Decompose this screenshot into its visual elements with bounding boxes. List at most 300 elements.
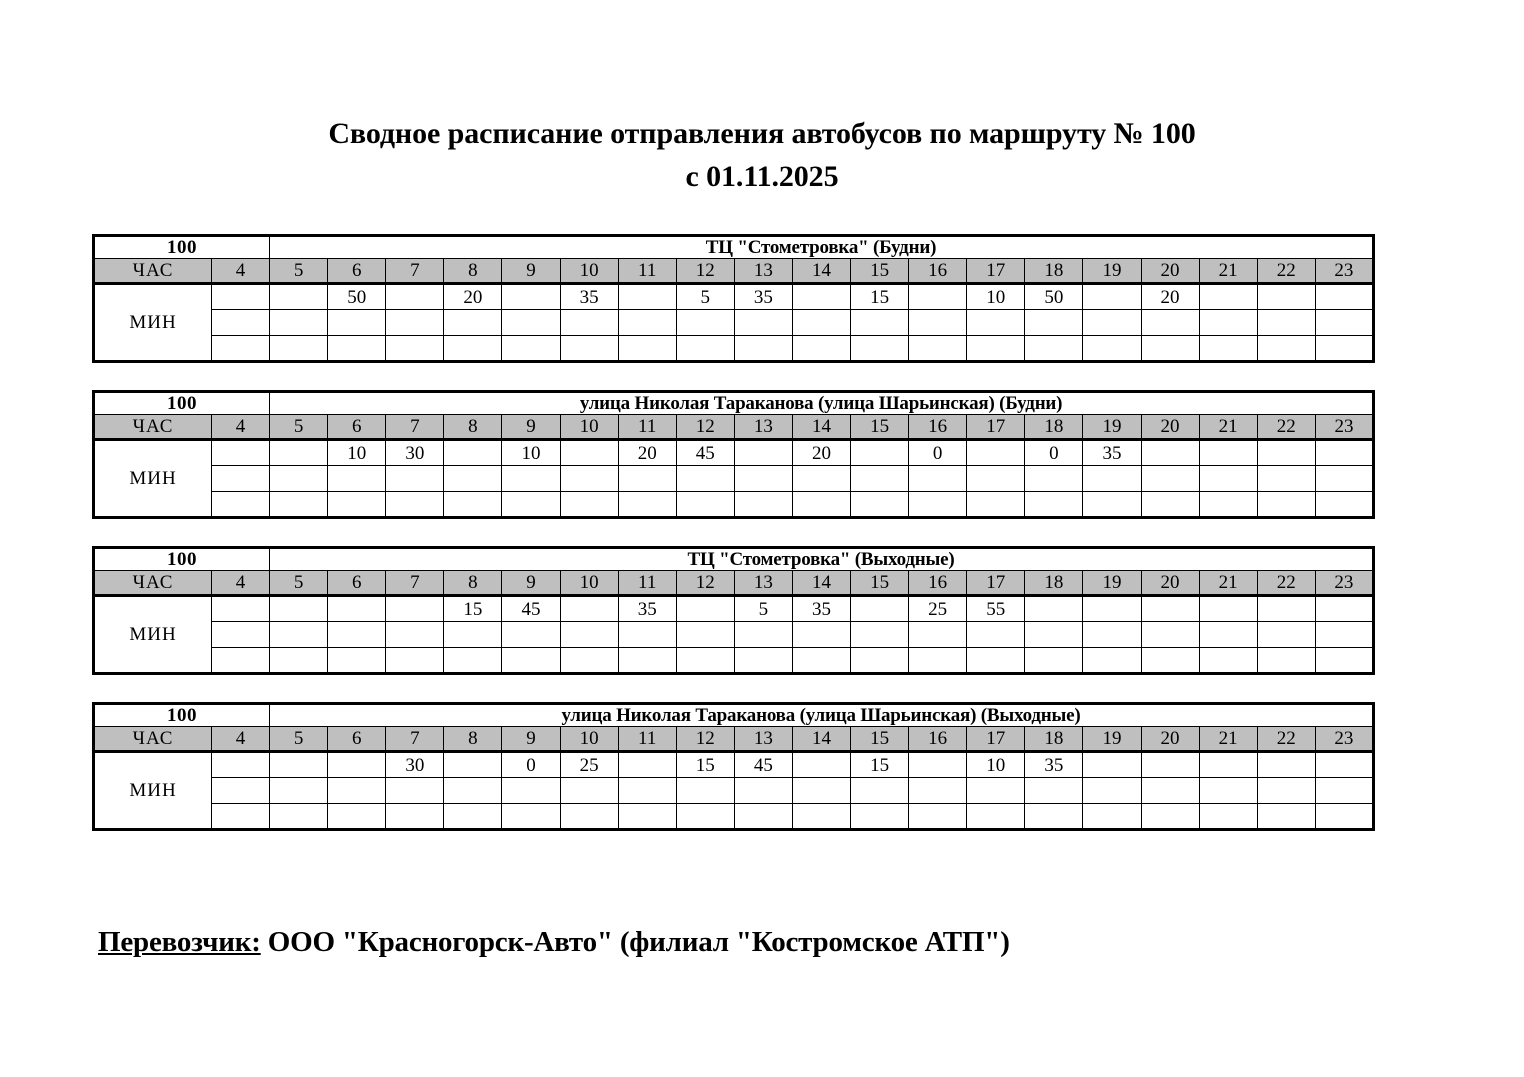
minute-cell	[212, 310, 270, 336]
hour-cell: 8	[444, 727, 502, 752]
minute-cell	[328, 336, 386, 362]
hour-header-row	[94, 727, 1374, 752]
minute-cell	[444, 752, 502, 778]
minute-cell: 15	[676, 752, 734, 778]
schedule-table	[92, 702, 1375, 831]
hour-cell: 14	[792, 259, 850, 284]
minute-header-label: МИН	[94, 440, 212, 518]
minute-cell	[560, 804, 618, 830]
hour-cell: 16	[909, 571, 967, 596]
hour-cell: 18	[1025, 259, 1083, 284]
hour-cell: 22	[1257, 415, 1315, 440]
minute-cell: 45	[734, 752, 792, 778]
minute-cell	[676, 310, 734, 336]
minute-row	[94, 466, 1374, 492]
minute-cell	[792, 752, 850, 778]
minute-cell	[1257, 778, 1315, 804]
minute-cell	[1257, 648, 1315, 674]
minute-cell	[676, 622, 734, 648]
minute-cell	[1257, 596, 1315, 622]
minute-cell	[1083, 752, 1141, 778]
minute-cell: 10	[328, 440, 386, 466]
minute-cell	[734, 466, 792, 492]
minute-cell	[1141, 440, 1199, 466]
minute-cell: 55	[967, 596, 1025, 622]
minute-cell	[618, 622, 676, 648]
minute-cell	[1199, 284, 1257, 310]
minute-cell	[502, 310, 560, 336]
minute-cell	[618, 284, 676, 310]
hour-cell: 10	[560, 571, 618, 596]
hour-cell: 14	[792, 727, 850, 752]
minute-cell	[792, 622, 850, 648]
minute-cell	[328, 648, 386, 674]
minute-cell	[444, 804, 502, 830]
minute-cell	[734, 804, 792, 830]
minute-cell	[560, 648, 618, 674]
hour-cell: 15	[851, 415, 909, 440]
minute-cell	[328, 492, 386, 518]
minute-cell	[1083, 804, 1141, 830]
minute-cell	[502, 336, 560, 362]
minute-cell	[270, 492, 328, 518]
minute-row	[94, 648, 1374, 674]
route-header-row	[94, 236, 1374, 259]
minute-cell	[444, 778, 502, 804]
minute-cell	[851, 648, 909, 674]
minute-cell	[386, 622, 444, 648]
minute-cell	[1141, 492, 1199, 518]
minute-cell	[909, 648, 967, 674]
route-header-row	[94, 548, 1374, 571]
minute-cell	[560, 310, 618, 336]
schedule-blocks-container	[92, 234, 1372, 858]
minute-cell	[1257, 492, 1315, 518]
minute-cell	[1257, 466, 1315, 492]
minute-cell	[792, 284, 850, 310]
minute-cell	[1083, 284, 1141, 310]
hour-cell: 12	[676, 415, 734, 440]
document-title	[0, 112, 1524, 198]
minute-cell	[270, 336, 328, 362]
minute-cell	[1199, 440, 1257, 466]
minute-cell	[676, 804, 734, 830]
minute-cell	[444, 440, 502, 466]
schedule-table	[92, 390, 1375, 519]
hour-cell: 6	[328, 727, 386, 752]
minute-cell	[212, 648, 270, 674]
minute-cell	[909, 310, 967, 336]
minute-cell	[1141, 752, 1199, 778]
minute-cell: 35	[618, 596, 676, 622]
route-name: ТЦ "Стометровка" (Будни)	[270, 236, 1374, 259]
minute-cell	[1025, 804, 1083, 830]
hour-cell: 19	[1083, 415, 1141, 440]
hour-cell: 17	[967, 259, 1025, 284]
hour-cell: 20	[1141, 259, 1199, 284]
minute-cell: 30	[386, 440, 444, 466]
minute-cell	[1199, 310, 1257, 336]
minute-cell: 10	[502, 440, 560, 466]
hour-cell: 21	[1199, 727, 1257, 752]
minute-cell	[676, 778, 734, 804]
route-name: улица Николая Тараканова (улица Шарьинская) (Выходные)	[270, 704, 1374, 727]
hour-cell: 8	[444, 415, 502, 440]
minute-cell	[502, 648, 560, 674]
minute-cell: 5	[676, 284, 734, 310]
minute-cell	[1083, 622, 1141, 648]
title-line-2: с 01.11.2025	[685, 160, 839, 193]
minute-cell	[618, 466, 676, 492]
minute-cell	[1141, 336, 1199, 362]
minute-cell	[734, 622, 792, 648]
minute-cell: 15	[851, 752, 909, 778]
hour-cell: 13	[734, 259, 792, 284]
minute-cell	[1083, 648, 1141, 674]
minute-cell: 0	[909, 440, 967, 466]
hour-cell: 22	[1257, 259, 1315, 284]
hour-cell: 17	[967, 415, 1025, 440]
minute-cell	[1257, 336, 1315, 362]
hour-cell: 13	[734, 415, 792, 440]
minute-cell: 5	[734, 596, 792, 622]
minute-cell	[386, 336, 444, 362]
minute-cell	[502, 804, 560, 830]
hour-cell: 8	[444, 259, 502, 284]
minute-cell: 35	[734, 284, 792, 310]
schedule-block	[92, 546, 1372, 675]
minute-cell	[444, 310, 502, 336]
carrier-value: ООО "Красногорск-Авто" (филиал "Костромское АТП")	[260, 926, 1010, 958]
hour-header-row	[94, 415, 1374, 440]
minute-cell	[444, 648, 502, 674]
minute-cell: 20	[792, 440, 850, 466]
carrier-label: Перевозчик:	[98, 926, 261, 958]
minute-cell	[444, 492, 502, 518]
minute-cell: 35	[560, 284, 618, 310]
minute-cell	[1083, 336, 1141, 362]
minute-cell	[1199, 648, 1257, 674]
minute-cell	[792, 492, 850, 518]
minute-cell	[1025, 622, 1083, 648]
hour-cell: 11	[618, 727, 676, 752]
minute-cell	[386, 492, 444, 518]
hour-cell: 20	[1141, 727, 1199, 752]
hour-cell: 21	[1199, 259, 1257, 284]
minute-cell	[1141, 466, 1199, 492]
hour-header-row	[94, 259, 1374, 284]
minute-row	[94, 622, 1374, 648]
minute-cell: 15	[444, 596, 502, 622]
minute-cell: 0	[1025, 440, 1083, 466]
minute-cell	[676, 648, 734, 674]
minute-cell	[560, 440, 618, 466]
minute-cell	[851, 492, 909, 518]
minute-cell	[1257, 622, 1315, 648]
minute-cell	[792, 310, 850, 336]
hour-cell: 15	[851, 727, 909, 752]
hour-cell: 6	[328, 415, 386, 440]
minute-cell: 35	[1083, 440, 1141, 466]
hour-cell: 4	[212, 415, 270, 440]
minute-cell	[1083, 466, 1141, 492]
hour-cell: 16	[909, 727, 967, 752]
minute-cell	[734, 336, 792, 362]
minute-cell	[851, 778, 909, 804]
minute-cell	[212, 440, 270, 466]
carrier-footer	[98, 926, 1010, 959]
hour-cell: 22	[1257, 571, 1315, 596]
minute-cell	[967, 492, 1025, 518]
minute-cell	[386, 648, 444, 674]
minute-cell	[792, 336, 850, 362]
hour-cell: 22	[1257, 727, 1315, 752]
minute-cell	[1257, 440, 1315, 466]
minute-cell	[851, 466, 909, 492]
hour-cell: 9	[502, 571, 560, 596]
minute-cell	[1315, 310, 1373, 336]
minute-cell	[1315, 492, 1373, 518]
hour-cell: 6	[328, 571, 386, 596]
hour-cell: 18	[1025, 415, 1083, 440]
minute-header-label: МИН	[94, 284, 212, 362]
minute-cell: 10	[967, 752, 1025, 778]
minute-cell	[1257, 284, 1315, 310]
minute-cell	[328, 596, 386, 622]
minute-cell	[967, 440, 1025, 466]
minute-cell	[909, 284, 967, 310]
minute-header-label: МИН	[94, 752, 212, 830]
minute-cell	[1025, 596, 1083, 622]
minute-cell	[560, 596, 618, 622]
minute-cell: 25	[560, 752, 618, 778]
minute-cell: 45	[502, 596, 560, 622]
minute-cell	[212, 596, 270, 622]
hour-cell: 20	[1141, 571, 1199, 596]
minute-row	[94, 778, 1374, 804]
hour-cell: 18	[1025, 727, 1083, 752]
minute-cell	[1315, 752, 1373, 778]
minute-cell	[909, 804, 967, 830]
minute-cell	[1315, 804, 1373, 830]
minute-cell	[851, 622, 909, 648]
hour-cell: 7	[386, 259, 444, 284]
hour-cell: 19	[1083, 727, 1141, 752]
hour-cell: 9	[502, 415, 560, 440]
hour-cell: 16	[909, 415, 967, 440]
minute-cell: 15	[851, 284, 909, 310]
minute-cell	[1199, 752, 1257, 778]
minute-cell	[560, 466, 618, 492]
minute-cell	[212, 752, 270, 778]
hour-cell: 15	[851, 571, 909, 596]
minute-cell	[909, 336, 967, 362]
hour-cell: 10	[560, 727, 618, 752]
hour-cell: 20	[1141, 415, 1199, 440]
hour-cell: 16	[909, 259, 967, 284]
hour-header-label: ЧАС	[94, 727, 212, 752]
minute-cell	[734, 648, 792, 674]
minute-row	[94, 284, 1374, 310]
minute-cell: 20	[1141, 284, 1199, 310]
hour-header-label: ЧАС	[94, 571, 212, 596]
minute-cell	[502, 778, 560, 804]
schedule-block	[92, 702, 1372, 831]
minute-cell	[1315, 284, 1373, 310]
minute-cell: 35	[1025, 752, 1083, 778]
hour-cell: 10	[560, 415, 618, 440]
hour-cell: 4	[212, 259, 270, 284]
hour-cell: 19	[1083, 571, 1141, 596]
minute-cell	[502, 284, 560, 310]
minute-cell: 20	[618, 440, 676, 466]
minute-cell	[909, 622, 967, 648]
hour-cell: 11	[618, 259, 676, 284]
minute-cell	[386, 310, 444, 336]
schedule-block	[92, 234, 1372, 363]
minute-cell	[328, 310, 386, 336]
minute-cell	[1315, 622, 1373, 648]
hour-cell: 10	[560, 259, 618, 284]
minute-cell	[560, 622, 618, 648]
minute-cell: 25	[909, 596, 967, 622]
minute-cell	[1199, 596, 1257, 622]
hour-cell: 14	[792, 571, 850, 596]
hour-cell: 13	[734, 727, 792, 752]
minute-cell	[1199, 336, 1257, 362]
minute-cell	[1199, 466, 1257, 492]
hour-header-label: ЧАС	[94, 259, 212, 284]
minute-cell	[1025, 778, 1083, 804]
title-line-1: Сводное расписание отправления автобусов по маршруту № 100	[328, 117, 1196, 150]
hour-cell: 23	[1315, 727, 1373, 752]
minute-cell	[444, 336, 502, 362]
minute-cell	[967, 778, 1025, 804]
minute-cell: 10	[967, 284, 1025, 310]
route-header-row	[94, 704, 1374, 727]
hour-cell: 17	[967, 727, 1025, 752]
minute-cell	[328, 778, 386, 804]
route-number: 100	[94, 548, 270, 571]
minute-cell	[328, 622, 386, 648]
minute-cell: 45	[676, 440, 734, 466]
minute-cell	[1257, 752, 1315, 778]
minute-header-label: МИН	[94, 596, 212, 674]
hour-cell: 13	[734, 571, 792, 596]
hour-cell: 11	[618, 415, 676, 440]
minute-cell	[560, 778, 618, 804]
minute-cell	[1315, 596, 1373, 622]
minute-cell	[676, 466, 734, 492]
minute-cell	[851, 804, 909, 830]
minute-cell	[967, 648, 1025, 674]
minute-cell	[909, 752, 967, 778]
minute-cell	[1315, 336, 1373, 362]
minute-row	[94, 752, 1374, 778]
hour-cell: 7	[386, 571, 444, 596]
minute-cell	[502, 466, 560, 492]
minute-cell	[1141, 648, 1199, 674]
minute-cell	[212, 336, 270, 362]
minute-cell	[386, 804, 444, 830]
schedule-block	[92, 390, 1372, 519]
hour-cell: 9	[502, 727, 560, 752]
minute-cell	[792, 804, 850, 830]
minute-cell	[1141, 310, 1199, 336]
minute-cell	[386, 466, 444, 492]
minute-cell	[212, 284, 270, 310]
minute-cell	[270, 596, 328, 622]
minute-cell	[1257, 804, 1315, 830]
hour-cell: 17	[967, 571, 1025, 596]
route-header-row	[94, 392, 1374, 415]
minute-cell	[270, 622, 328, 648]
minute-cell	[212, 622, 270, 648]
minute-cell	[1083, 778, 1141, 804]
minute-cell	[444, 622, 502, 648]
minute-cell	[212, 466, 270, 492]
hour-cell: 19	[1083, 259, 1141, 284]
hour-cell: 15	[851, 259, 909, 284]
minute-cell	[386, 284, 444, 310]
minute-cell	[1141, 778, 1199, 804]
minute-cell	[909, 492, 967, 518]
minute-cell	[618, 778, 676, 804]
hour-cell: 18	[1025, 571, 1083, 596]
minute-cell	[618, 492, 676, 518]
minute-cell: 50	[1025, 284, 1083, 310]
minute-cell	[1025, 492, 1083, 518]
minute-cell	[909, 466, 967, 492]
schedule-table	[92, 546, 1375, 675]
minute-cell	[792, 466, 850, 492]
minute-cell: 35	[792, 596, 850, 622]
route-name: улица Николая Тараканова (улица Шарьинская) (Будни)	[270, 392, 1374, 415]
minute-cell	[734, 440, 792, 466]
minute-cell	[560, 492, 618, 518]
minute-cell	[618, 310, 676, 336]
minute-cell	[792, 778, 850, 804]
minute-cell	[618, 804, 676, 830]
minute-cell: 50	[328, 284, 386, 310]
minute-cell	[618, 648, 676, 674]
minute-cell	[618, 752, 676, 778]
minute-row	[94, 440, 1374, 466]
hour-cell: 4	[212, 571, 270, 596]
minute-cell	[270, 648, 328, 674]
minute-cell	[734, 778, 792, 804]
minute-cell	[386, 596, 444, 622]
minute-cell	[1257, 310, 1315, 336]
hour-cell: 23	[1315, 571, 1373, 596]
hour-header-label: ЧАС	[94, 415, 212, 440]
minute-cell	[967, 622, 1025, 648]
minute-cell	[1199, 778, 1257, 804]
minute-cell	[851, 596, 909, 622]
minute-cell	[1199, 492, 1257, 518]
minute-cell	[676, 336, 734, 362]
minute-cell	[386, 778, 444, 804]
minute-cell	[270, 804, 328, 830]
route-number: 100	[94, 704, 270, 727]
minute-cell	[851, 440, 909, 466]
minute-cell	[328, 804, 386, 830]
minute-cell	[1083, 310, 1141, 336]
minute-cell	[270, 752, 328, 778]
route-number: 100	[94, 392, 270, 415]
hour-cell: 9	[502, 259, 560, 284]
minute-cell	[270, 778, 328, 804]
